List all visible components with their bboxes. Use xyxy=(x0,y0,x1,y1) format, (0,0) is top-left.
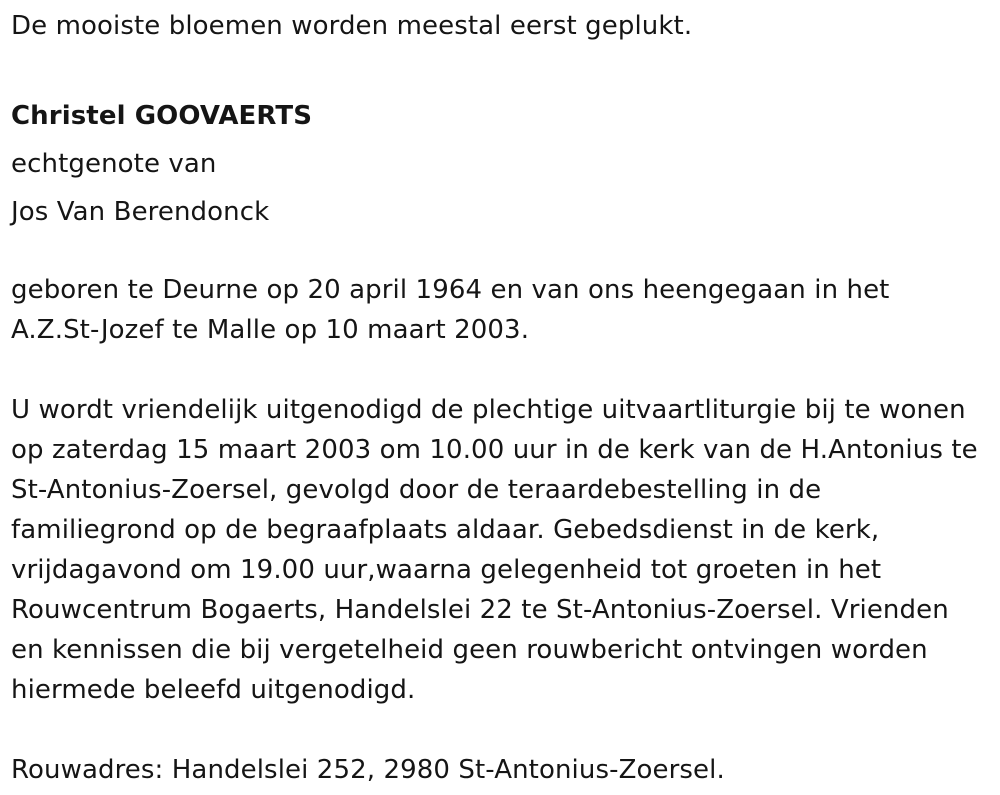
invitation-line: St-Antonius-Zoersel, gevolgd door de teraardebestelling in de xyxy=(11,475,822,505)
invitation-line: U wordt vriendelijk uitgenodigd de plechtige uitvaartliturgie bij te wonen xyxy=(11,395,966,425)
invitation-line: vrijdagavond om 19.00 uur,waarna gelegenheid tot groeten in het xyxy=(11,555,882,585)
mourning-address: Rouwadres: Handelslei 252, 2980 St-Antonius-Zoersel. xyxy=(11,755,725,785)
obituary-notice xyxy=(11,6,996,790)
opening-quote: De mooiste bloemen worden meestal eerst geplukt. xyxy=(11,11,693,41)
invitation-line: op zaterdag 15 maart 2003 om 10.00 uur in de kerk van de H.Antonius te xyxy=(11,435,978,465)
invitation-line: familiegrond op de begraafplaats aldaar. Gebedsdienst in de kerk, xyxy=(11,515,880,545)
relation-text: echtgenote van xyxy=(11,149,217,179)
spacer xyxy=(11,46,996,86)
birth-death-line: A.Z.St-Jozef te Malle op 10 maart 2003. xyxy=(11,315,530,345)
spacer xyxy=(11,236,996,270)
deceased-name: Christel GOOVAERTS xyxy=(11,101,313,131)
spouse-name: Jos Van Berendonck xyxy=(11,197,270,227)
spacer xyxy=(11,350,996,390)
birth-death-line: geboren te Deurne op 20 april 1964 en van ons heengegaan in het xyxy=(11,275,890,305)
invitation-line: hiermede beleefd uitgenodigd. xyxy=(11,675,416,705)
invitation-line: en kennissen die bij vergetelheid geen rouwbericht ontvingen worden xyxy=(11,635,928,665)
invitation-line: Rouwcentrum Bogaerts, Handelslei 22 te St-Antonius-Zoersel. Vrienden xyxy=(11,595,949,625)
spacer xyxy=(11,710,996,750)
